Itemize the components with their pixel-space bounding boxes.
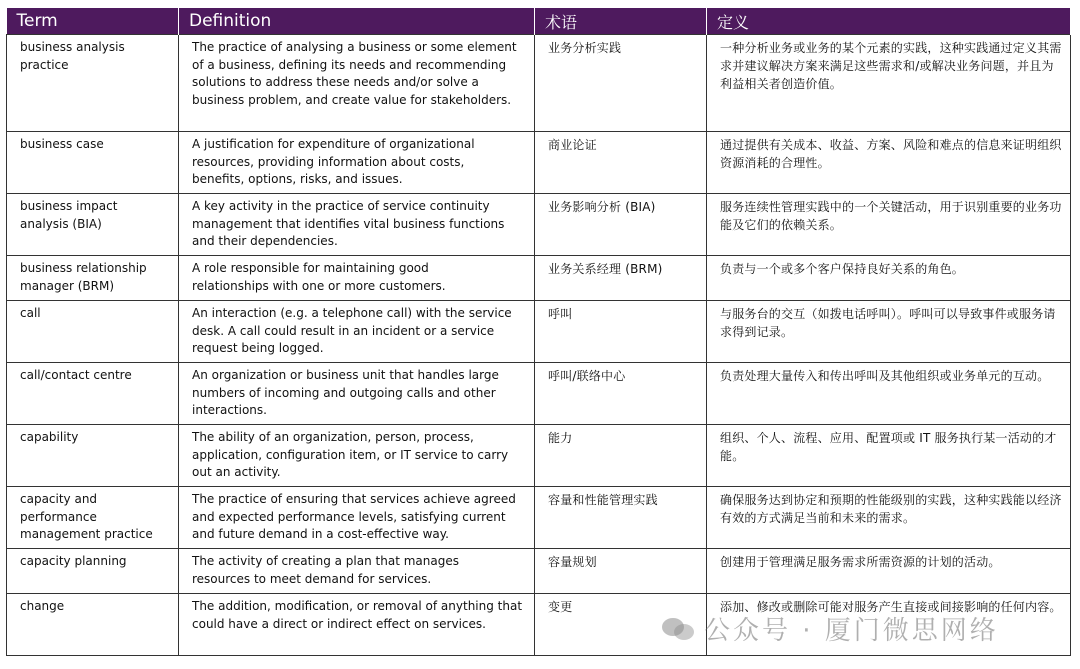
table-row [7,363,1071,425]
term-cell: business impact analysis (BIA) [7,194,179,256]
term-cell: business analysis practice [7,35,179,132]
term-cell: capacity planning [7,549,179,594]
term-cn-cell: 容量和性能管理实践 [535,487,707,549]
term-cn-cell: 业务影响分析 (BIA) [535,194,707,256]
term-cell: capacity and performance management practice [7,487,179,549]
definition-cn-cell: 创建用于管理满足服务需求所需资源的计划的活动。 [707,549,1071,594]
term-cell: business case [7,132,179,194]
definition-cell: A justification for expenditure of organizational resources, providing information about costs, benefits, options, risks, and issues. [179,132,535,194]
term-cn-cell: 容量规划 [535,549,707,594]
table-row [7,194,1071,256]
definition-cell: An organization or business unit that handles large numbers of incoming and outgoing calls and other interactions. [179,363,535,425]
header-definition: Definition [179,8,535,35]
definition-cn-cell: 负责与一个或多个客户保持良好关系的角色。 [707,256,1071,301]
term-cn-cell: 呼叫 [535,301,707,363]
definition-cell: The ability of an organization, person, process, application, configuration item, or IT service to carry out an activity. [179,425,535,487]
definition-cell: The practice of ensuring that services achieve agreed and expected performance levels, satisfying current and future demand in a cost-effective way. [179,487,535,549]
table-row [7,549,1071,594]
definition-cn-cell: 添加、修改或删除可能对服务产生直接或间接影响的任何内容。 [707,594,1071,656]
term-cell: capability [7,425,179,487]
term-cn-cell: 呼叫/联络中心 [535,363,707,425]
header-term-cn: 术语 [535,8,707,35]
definition-cell: The addition, modification, or removal of anything that could have a direct or indirect effect on services. [179,594,535,656]
table-row [7,35,1071,132]
table-row [7,256,1071,301]
definition-cell: A key activity in the practice of service continuity management that identifies vital business functions and their dependencies. [179,194,535,256]
term-cn-cell: 业务分析实践 [535,35,707,132]
table-row [7,594,1071,656]
definition-cell: An interaction (e.g. a telephone call) with the service desk. A call could result in an incident or a service request being logged. [179,301,535,363]
term-cell: call [7,301,179,363]
definition-cn-cell: 一种分析业务或业务的某个元素的实践，这种实践通过定义其需求并建议解决方案来满足这些需求和/或解决业务问题，并且为利益相关者创造价值。 [707,35,1071,132]
table-row [7,132,1071,194]
definition-cn-cell: 组织、个人、流程、应用、配置项或 IT 服务执行某一活动的才能。 [707,425,1071,487]
term-cn-cell: 能力 [535,425,707,487]
table-row [7,425,1071,487]
definition-cn-cell: 通过提供有关成本、收益、方案、风险和难点的信息来证明组织资源消耗的合理性。 [707,132,1071,194]
header-definition-cn: 定义 [707,8,1071,35]
term-cn-cell: 商业论证 [535,132,707,194]
term-cell: business relationship manager (BRM) [7,256,179,301]
term-cn-cell: 业务关系经理 (BRM) [535,256,707,301]
glossary-page [6,8,1070,656]
definition-cell: The activity of creating a plan that manages resources to meet demand for services. [179,549,535,594]
header-term: Term [7,8,179,35]
term-cn-cell: 变更 [535,594,707,656]
definition-cn-cell: 服务连续性管理实践中的一个关键活动，用于识别重要的业务功能及它们的依赖关系。 [707,194,1071,256]
term-cell: change [7,594,179,656]
definition-cn-cell: 与服务台的交互（如拨电话呼叫）。呼叫可以导致事件或服务请求得到记录。 [707,301,1071,363]
watermark-text: 公众号 · 厦门微思网络 [704,615,999,646]
header-row [7,8,1071,35]
definition-cn-cell: 确保服务达到协定和预期的性能级别的实践，这种实践能以经济有效的方式满足当前和未来的需求。 [707,487,1071,549]
definition-cn-cell: 负责处理大量传入和传出呼叫及其他组织或业务单元的互动。 [707,363,1071,425]
glossary-table [6,8,1071,656]
term-cell: call/contact centre [7,363,179,425]
table-row [7,301,1071,363]
definition-cell: A role responsible for maintaining good relationships with one or more customers. [179,256,535,301]
table-row [7,487,1071,549]
definition-cell: The practice of analysing a business or some element of a business, defining its needs and recommending solutions to address these needs and/or solve a business problem, and create value for stakeholders. [179,35,535,132]
